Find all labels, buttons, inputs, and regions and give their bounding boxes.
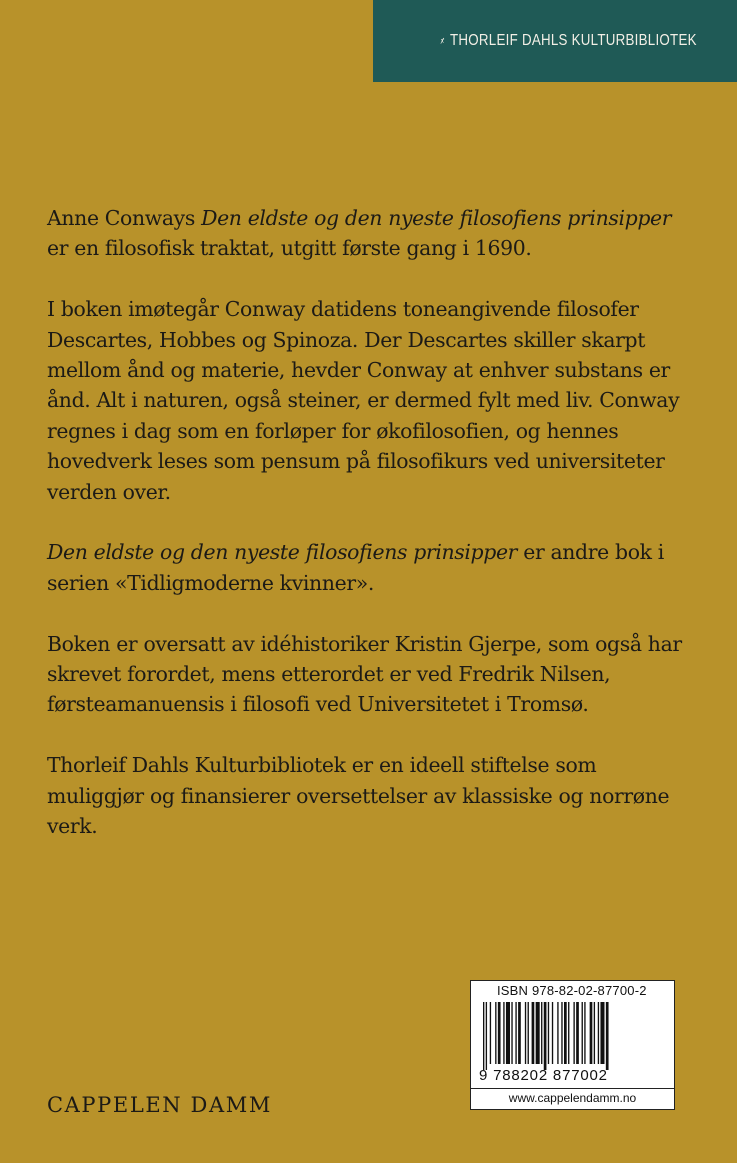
barcode-bar — [568, 1002, 569, 1064]
barcode-bar — [584, 1002, 585, 1064]
barcode-bar — [518, 1002, 521, 1064]
barcode-bar — [528, 1002, 529, 1064]
barcode-bar — [564, 1002, 567, 1064]
series-name: THORLEIF DAHLS KULTURBIBLIOTEK — [450, 32, 697, 49]
series-banner — [373, 0, 737, 82]
barcode-bar — [495, 1002, 496, 1064]
blurb-paragraph-5: Thorleif Dahls Kulturbibliotek er en ideell stiftelse som muliggjør og finansierer oversettelser av klassiske og norrøne verk. — [47, 753, 670, 839]
barcode-bar — [511, 1002, 512, 1064]
book-title: Den eldste og den nyeste filosofiens prinsipper — [47, 540, 518, 565]
barcode-bar — [525, 1002, 526, 1064]
barcode-bar — [536, 1002, 540, 1064]
barcode-bar — [506, 1002, 510, 1064]
barcode-bar — [498, 1002, 501, 1064]
barcode-bar — [573, 1002, 574, 1064]
barcode-bar — [486, 1002, 487, 1070]
barcode-bar — [503, 1002, 504, 1064]
blurb-paragraph-2: I boken imøtegår Conway datidens toneangivende filosofer Descartes, Hobbes og Spinoza. Der Descartes skiller skarpt mellom ånd og materie, hevder Conway at enhver substans er ånd. Alt i naturen, også steiner, er dermed fylt med liv. Conway regnes i dag som en forløper for økofilosofien, og hennes hovedverk leses som pensum på filosofikurs ved universiteter verden over. — [47, 297, 680, 504]
barcode-bar — [606, 1002, 609, 1070]
barcode-bar — [594, 1002, 595, 1064]
back-cover-blurb — [47, 203, 687, 872]
blurb-paragraph-3: Den eldste og den nyeste filosofiens prinsipper er andre bok i serien «Tidligmoderne kvinner». — [47, 540, 664, 595]
barcode-bar — [490, 1002, 491, 1064]
blurb-paragraph-1: Anne Conways Den eldste og den nyeste filosofiens prinsipper er en filosofisk traktat, utgitt første gang i 1690. — [47, 206, 672, 261]
barcode-bar — [561, 1002, 562, 1064]
barcode-bar — [598, 1002, 599, 1064]
isbn-label: ISBN 978-82-02-87700-2 — [497, 983, 647, 998]
blurb-paragraph-4: Boken er oversatt av idéhistoriker Kristin Gjerpe, som også har skrevet forordet, mens etterordet er ved Fredrik Nilsen, førsteamanuensis i filosofi ved Universitetet i Tromsø. — [47, 631, 682, 717]
barcode-bar — [582, 1002, 583, 1064]
barcode-digits: 9 788202 877002 — [479, 1067, 608, 1084]
publisher-logo: CAPPELEN DAMM — [47, 1093, 272, 1117]
barcode-bar — [483, 1002, 484, 1070]
barcode-bar — [544, 1002, 547, 1070]
isbn-barcode-box — [470, 980, 675, 1110]
barcode — [481, 1002, 666, 1070]
barcode-bar — [590, 1002, 593, 1064]
book-title: Den eldste og den nyeste filosofiens prinsipper — [201, 206, 672, 230]
barcode-bar — [557, 1002, 558, 1064]
barcode-bar — [541, 1002, 542, 1064]
barcode-bar — [600, 1002, 604, 1064]
barcode-bar — [515, 1002, 516, 1064]
barcode-bar — [576, 1002, 579, 1064]
barcode-bar — [548, 1002, 549, 1064]
barcode-bar — [532, 1002, 535, 1064]
barcode-bar — [552, 1002, 553, 1064]
dancing-figure-icon — [439, 17, 446, 65]
publisher-url: www.cappelendamm.no — [471, 1088, 674, 1105]
